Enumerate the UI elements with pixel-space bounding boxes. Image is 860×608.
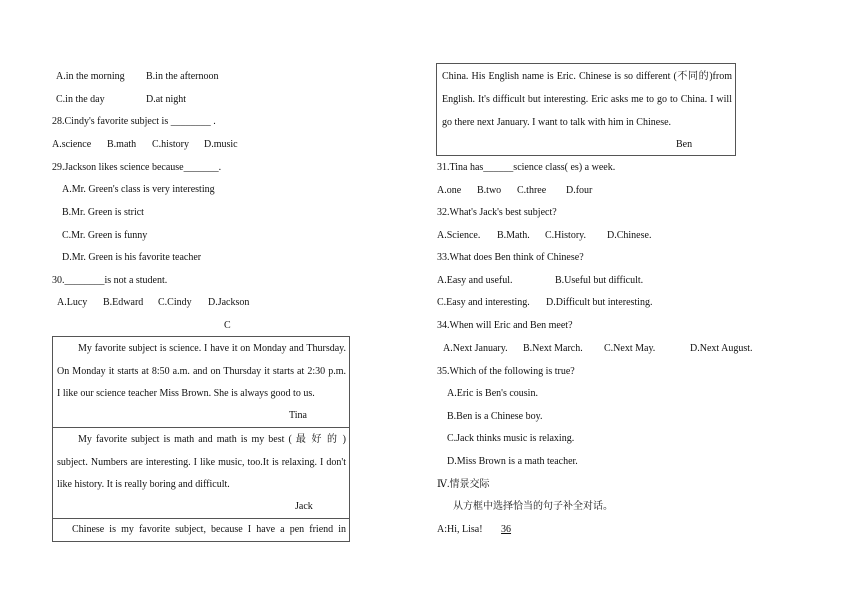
jack-signature: Jack: [295, 501, 313, 512]
question-31: 31.Tina has______science class( es) a week.: [437, 162, 616, 173]
q30-option-b: B.Edward: [103, 297, 144, 308]
q28-option-b: B.math: [107, 139, 137, 150]
q30-option-c: C.Cindy: [158, 297, 192, 308]
q32-option-b: B.Math.: [497, 230, 530, 241]
section-c-heading: C: [224, 320, 231, 331]
dialog-prefix: A:Hi, Lisa!: [437, 524, 483, 535]
q27-option-a: A.in the morning: [56, 71, 125, 82]
q34-option-b: B.Next March.: [523, 343, 583, 354]
ben-line-2: English. It's difficult but interesting. Eric asks me to go to China. I will: [442, 94, 732, 105]
q31-option-c: C.three: [517, 185, 547, 196]
blank-36[interactable]: 36: [501, 524, 512, 535]
q27-option-b: B.in the afternoon: [146, 71, 219, 82]
question-28: 28.Cindy's favorite subject is ________ .: [52, 116, 216, 127]
q29-option-a: A.Mr. Green's class is very interesting: [62, 184, 215, 195]
q28-option-d: D.music: [204, 139, 238, 150]
q31-option-a: A.one: [437, 185, 462, 196]
q27-option-c: C.in the day: [56, 94, 105, 105]
q32-option-c: C.History.: [545, 230, 587, 241]
q30-option-a: A.Lucy: [57, 297, 88, 308]
q32-option-d: D.Chinese.: [607, 230, 652, 241]
jack-line-3: like history. It is really boring and difficult.: [57, 479, 230, 490]
tina-line-3: I like our science teacher Miss Brown. She is always good to us.: [57, 388, 315, 399]
section-iv-instruction: 从方框中选择恰当的句子补全对话。: [453, 501, 613, 512]
q30-option-d: D.Jackson: [208, 297, 250, 308]
tina-line-1: My favorite subject is science. I have it on Monday and Thursday.: [78, 343, 346, 354]
question-32: 32.What's Jack's best subject?: [437, 207, 557, 218]
section-iv-heading: Ⅳ.情景交际: [437, 479, 490, 490]
q33-option-d: D.Difficult but interesting.: [546, 297, 653, 308]
q35-option-d: D.Miss Brown is a math teacher.: [447, 456, 578, 467]
question-35: 35.Which of the following is true?: [437, 366, 575, 377]
q33-option-b: B.Useful but difficult.: [555, 275, 644, 286]
divider-tina-jack: [52, 427, 350, 428]
q35-option-c: C.Jack thinks music is relaxing.: [447, 433, 575, 444]
jack-line-2: subject. Numbers are interesting. I like music, too.It is relaxing. I don't: [57, 457, 346, 468]
q29-option-b: B.Mr. Green is strict: [62, 207, 144, 218]
q29-option-d: D.Mr. Green is his favorite teacher: [62, 252, 202, 263]
dialog-line-1: [437, 524, 521, 536]
q35-option-b: B.Ben is a Chinese boy.: [447, 411, 543, 422]
question-29: 29.Jackson likes science because_______.: [52, 162, 222, 173]
q33-option-c: C.Easy and interesting.: [437, 297, 530, 308]
tina-signature: Tina: [289, 410, 307, 421]
q34-option-c: C.Next May.: [604, 343, 656, 354]
question-30: 30.________is not a student.: [52, 275, 168, 286]
ben-line-1: China. His English name is Eric. Chinese is so different (不同的)from: [442, 71, 732, 82]
q33-option-a: A.Easy and useful.: [437, 275, 513, 286]
q34-option-d: D.Next August.: [690, 343, 753, 354]
q34-option-a: A.Next January.: [443, 343, 508, 354]
ben-line-3: go there next January. I want to talk with him in Chinese.: [442, 117, 672, 128]
jack-line-1: My favorite subject is math and math is my best ( 最 好 的 ): [78, 434, 346, 445]
ben-signature: Ben: [676, 139, 693, 150]
divider-jack-ben: [52, 518, 350, 519]
q32-option-a: A.Science.: [437, 230, 481, 241]
tina-line-2: On Monday it starts at 8:50 a.m. and on Thursday it starts at 2:30 p.m.: [57, 366, 346, 377]
question-33: 33.What does Ben think of Chinese?: [437, 252, 584, 263]
ben-line-start: Chinese is my favorite subject, because I have a pen friend in: [72, 524, 346, 535]
q27-option-d: D.at night: [146, 94, 186, 105]
q35-option-a: A.Eric is Ben's cousin.: [447, 388, 538, 399]
q28-option-c: C.history: [152, 139, 189, 150]
q31-option-b: B.two: [477, 185, 502, 196]
q28-option-a: A.science: [52, 139, 92, 150]
q31-option-d: D.four: [566, 185, 593, 196]
question-34: 34.When will Eric and Ben meet?: [437, 320, 573, 331]
q29-option-c: C.Mr. Green is funny: [62, 230, 148, 241]
